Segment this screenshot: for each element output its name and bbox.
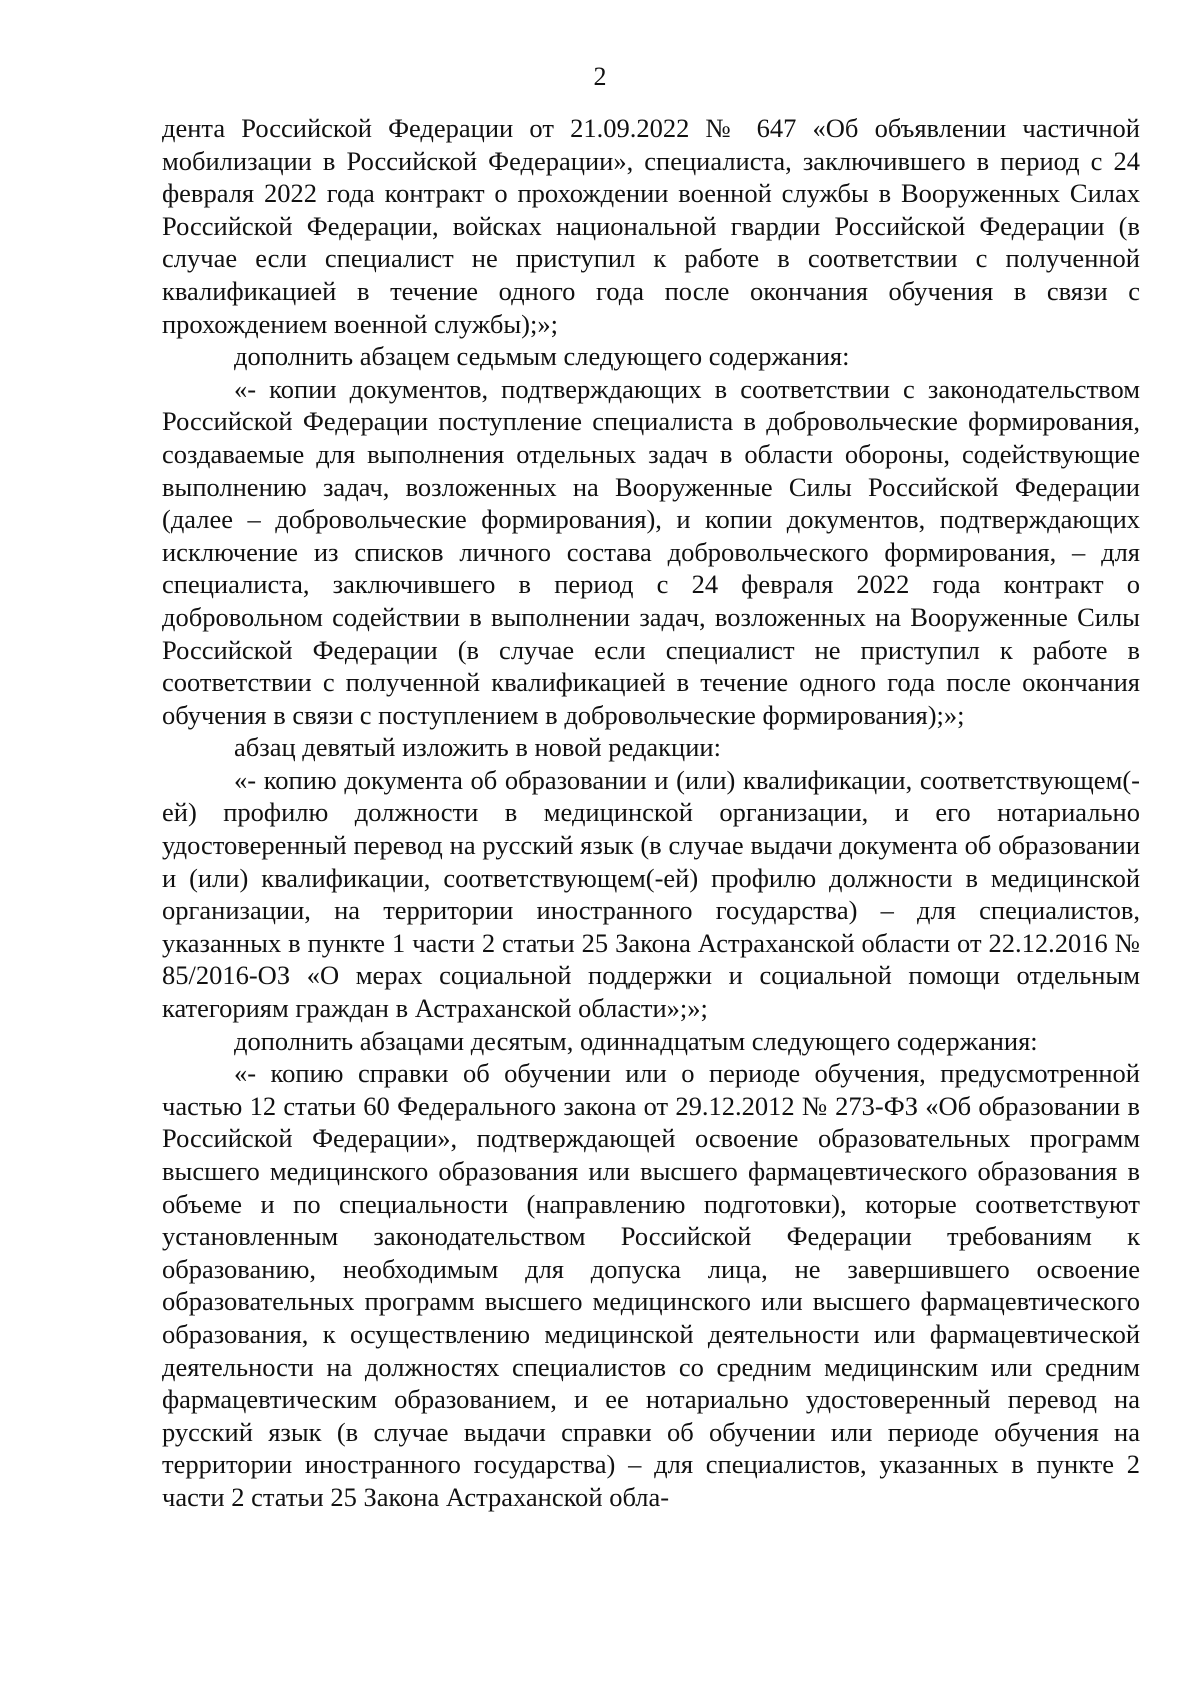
paragraph-quoted-study-certificate: «- копию справки об обучении или о периоде обучения, предусмотренной частью 12 статьи 60 Федерального закона от 29.12.2012 № 273-ФЗ «Об образовании в Российской Федерации», подтверждающей освоение образовательных программ высшего медицинского образования или высшего фармацевтического образования в объеме и по специальности (направлению подготовки), которые соответствуют установленным законодательством Российской Федерации требованиям к образованию, необходимым для допуска лица, не завершившего освоение образовательных программ высшего медицинского или высшего фармацевтического образования, к осуществлению медицинской деятельности или фармацевтической деятельности на должностях специалистов со средним медицинским или средним фармацевтическим образованием, и ее нотариально удостоверенный перевод на русский язык (в случае выдачи справки об обучении или периоде обучения на территории иностранного государства) – для специалистов, указанных в пункте 2 части 2 статьи 25 Закона Астраханской обла- <box>162 1058 1140 1512</box>
paragraph-quoted-volunteer-documents: «- копии документов, подтверждающих в соответствии с законодательством Российской Федерации поступление специалиста в добровольческие формирования, создаваемые для выполнения отдельных задач в области обороны, содействующие выполнению задач, возложенных на Вооруженные Силы Российской Федерации (далее – добровольческие формирования), и копии документов, подтверждающих исключение из списков личного состава добровольческого формирования, – для специалиста, заключившего в период с 24 февраля 2022 года контракт о добровольном содействии в выполнении задач, возложенных на Вооруженные Силы Российской Федерации (в случае если специалист не приступил к работе в соответствии с полученной квалификацией в течение одного года после окончания обучения в связи с поступлением в добровольческие формирования);»; <box>162 373 1140 730</box>
page-number: 2 <box>593 62 607 91</box>
document-body <box>162 112 1140 1514</box>
paragraph-continuation: дента Российской Федерации от 21.09.2022 № 647 «Об объявлении частичной мобилизации в Российской Федерации», специалиста, заключившего в период с 24 февраля 2022 года контракт о прохождении военной службы в Вооруженных Силах Российской Федерации, войсках национальной гвардии Российской Федерации (в случае если специалист не приступил к работе в соответствии с полученной квалификацией в течение одного года после окончания обучения в связи с прохождением военной службы);»; <box>162 113 1140 339</box>
paragraph-instruction-add-tenth-eleventh: дополнить абзацами десятым, одиннадцатым следующего содержания: <box>234 1025 1038 1056</box>
paragraph-quoted-education-document: «- копию документа об образовании и (или) квалификации, соответствующем(-ей) профилю должности в медицинской организации, и его нотариально удостоверенный перевод на русский язык (в случае выдачи документа об образовании и (или) квалификации, соответствующем(-ей) профилю должности в медицинской организации, на территории иностранного государства) – для специалистов, указанных в пункте 1 части 2 статьи 25 Закона Астраханской области от 22.12.2016 № 85/2016-ОЗ «О мерах социальной поддержки и социальной помощи отдельным категориям граждан в Астраханской области»;»; <box>162 764 1140 1024</box>
paragraph-instruction-ninth-revision: абзац девятый изложить в новой редакции: <box>234 732 721 763</box>
paragraph-instruction-add-seventh: дополнить абзацем седьмым следующего содержания: <box>234 341 850 372</box>
